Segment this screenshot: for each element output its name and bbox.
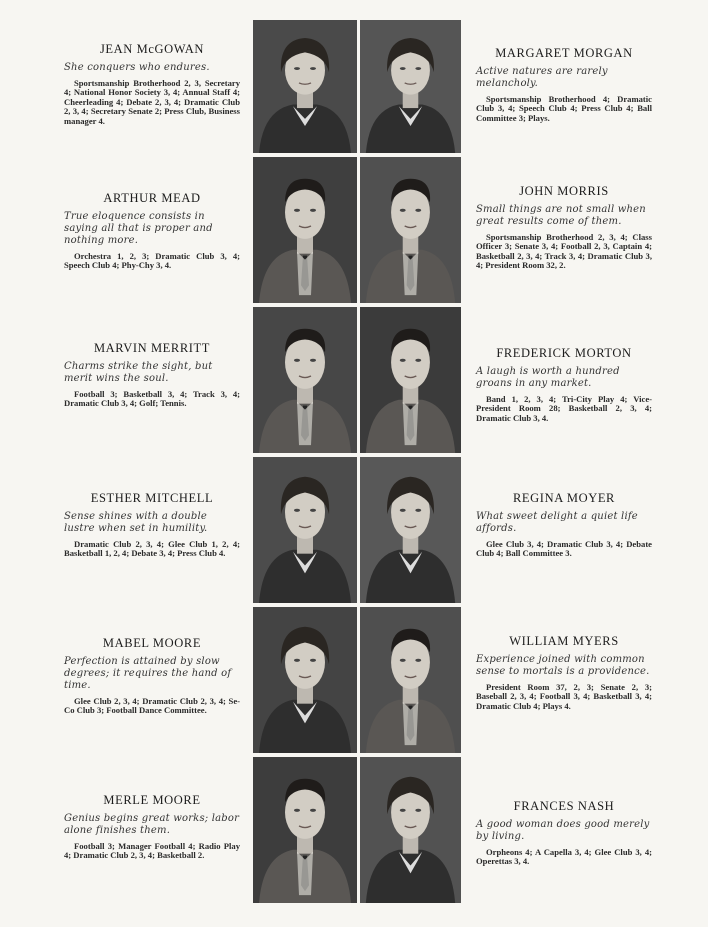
student-entry [476,799,652,867]
student-entry [476,184,652,271]
student-motto: She conquers who endures. [64,62,210,73]
student-activities: Sportsmanship Brotherhood 2, 3, Secretary 4; National Honor Society 3, 4; Annual Staff 4; Cheerleading 4; Debate 2, 3, 4; Dramatic Club 2, 3, 4; Secretary Senate 2; Press Club, Business manager 4. [64,78,240,126]
student-name: MABEL MOORE [102,636,202,650]
student-activities: Football 3; Basketball 3, 4; Track 3, 4; Dramatic Club 3, 4; Golf; Tennis. [64,389,240,409]
student-entry [64,191,240,271]
student-activities: Orpheons 4; A Capella 3, 4; Glee Club 3, 4; Operettas 3, 4. [476,847,652,867]
student-entry [476,491,652,559]
student-activities: Football 3; Manager Football 4; Radio Play 4; Dramatic Club 2, 3, 4; Basketball 2. [64,841,240,861]
student-motto: True eloquence consists in saying all that is proper and nothing more. [64,211,213,246]
student-portrait [253,307,357,453]
student-activities: Sportsmanship Brotherhood 2, 3, 4; Class Officer 3; Senate 3, 4; Football 2, 3, Captain 4; Basketball 2, 3, 4; Track 3, 4; Dramatic Club 3, 4; President Room 32, 2. [476,232,652,271]
student-activities: Dramatic Club 2, 3, 4; Glee Club 1, 2, 4; Basketball 1, 2, 4; Debate 3, 4; Press Club 4. [64,539,240,559]
student-motto: A laugh is worth a hundred groans in any market. [476,366,620,389]
student-portrait [360,757,461,903]
student-motto: What sweet delight a quiet life affords. [476,511,638,534]
student-entry [64,341,240,409]
student-name: MARVIN MERRITT [93,341,211,355]
student-portrait [360,607,461,753]
student-motto: Small things are not small when great results come of them. [476,204,646,227]
student-name: FREDERICK MORTON [496,346,632,360]
student-portrait [253,157,357,303]
student-name: WILLIAM MYERS [509,634,619,648]
student-portrait [253,757,357,903]
student-entry [64,636,240,716]
student-name: FRANCES NASH [513,799,615,813]
student-activities: Sportsmanship Brotherhood 4; Dramatic Club 3, 4; Speech Club 4; Press Club 4; Ball Committee 3; Plays. [476,94,652,123]
student-portrait [360,20,461,153]
student-portrait [360,157,461,303]
student-motto: Active natures are rarely melancholy. [476,66,608,89]
student-motto: A good woman does good merely by living. [476,819,650,842]
student-entry [64,793,240,861]
student-name: MERLE MOORE [103,793,201,807]
student-activities: Orchestra 1, 2, 3; Dramatic Club 3, 4; Speech Club 4; Phy-Chy 3, 4. [64,251,240,271]
student-activities: Glee Club 3, 4; Dramatic Club 3, 4; Debate Club 4; Ball Committee 3. [476,539,652,559]
student-name: MARGARET MORGAN [495,46,633,60]
student-portrait [360,457,461,603]
student-activities: Band 1, 2, 3, 4; Tri-City Play 4; Vice-President Room 28; Basketball 2, 3, 4; Dramatic Club 3, 4. [476,394,652,423]
student-name: JOHN MORRIS [519,184,609,198]
student-entry [476,346,652,423]
student-motto: Charms strike the sight, but merit wins the soul. [64,361,213,384]
student-activities: President Room 37, 2, 3; Senate 2, 3; Baseball 2, 3, 4; Football 3, 4; Basketball 3, 4; Dramatic Club 4; Plays 4. [476,682,652,711]
student-motto: Genius begins great works; labor alone finishes them. [64,813,240,836]
student-portrait [253,607,357,753]
student-name: ESTHER MITCHELL [90,491,214,505]
student-entry [476,46,652,123]
student-motto: Sense shines with a double lustre when set in humility. [64,511,208,534]
student-portrait [253,20,357,153]
student-portrait [360,307,461,453]
student-entry [64,42,240,126]
student-name: REGINA MOYER [513,491,615,505]
student-portrait [253,457,357,603]
student-entry [476,634,652,711]
student-name: ARTHUR MEAD [103,191,201,205]
student-activities: Glee Club 2, 3, 4; Dramatic Club 2, 3, 4; Se-Co Club 3; Football Dance Committee. [64,696,240,716]
student-motto: Experience joined with common sense to mortals is a providence. [476,654,650,677]
student-entry [64,491,240,559]
student-motto: Perfection is attained by slow degrees; it requires the hand of time. [64,656,232,691]
student-name: JEAN McGOWAN [99,42,205,56]
